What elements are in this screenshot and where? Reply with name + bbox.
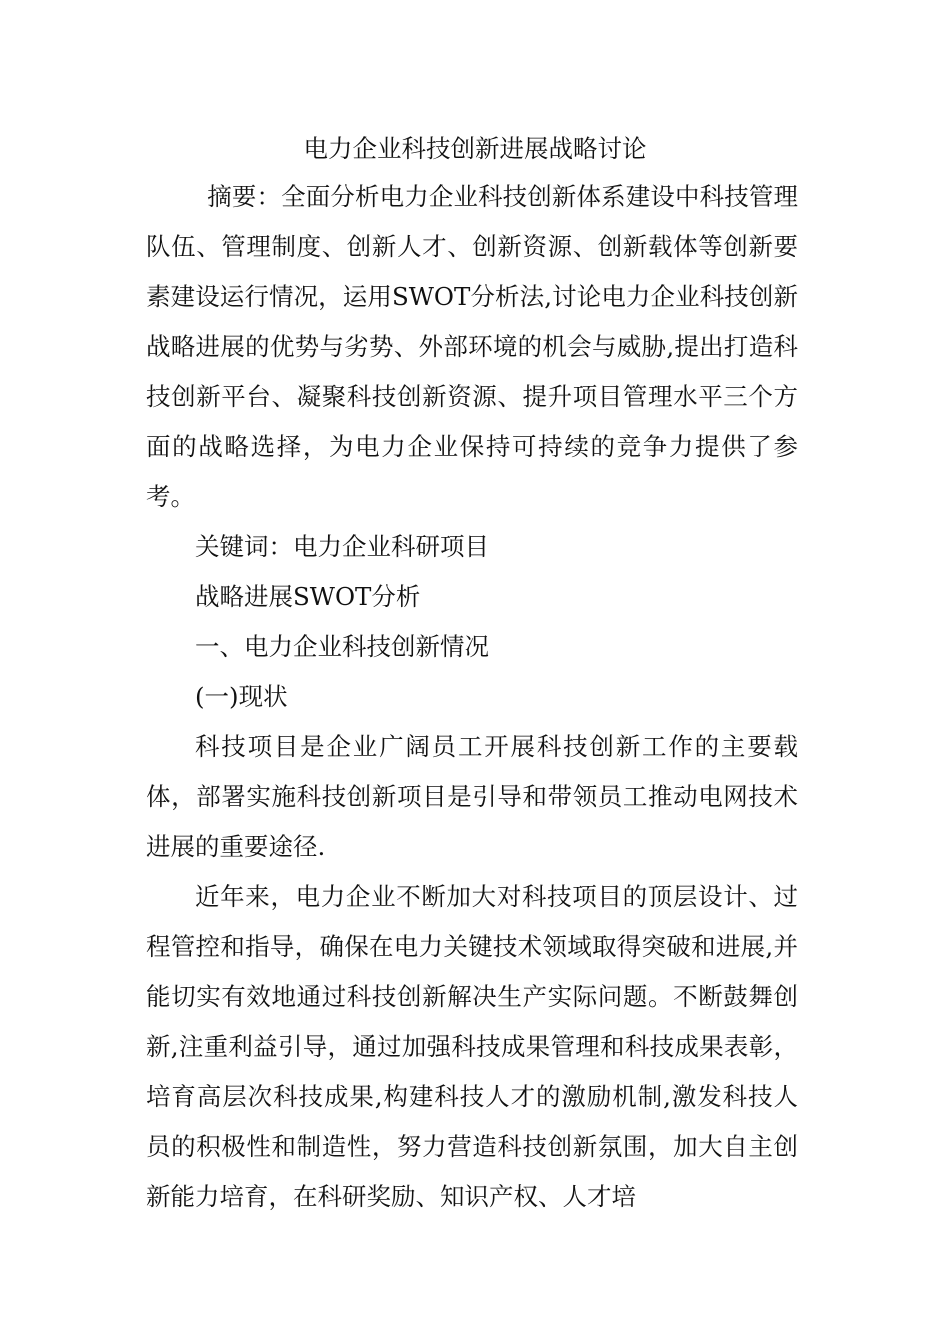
subsection-heading: (一)现状 <box>195 682 288 711</box>
document-body <box>146 130 798 1222</box>
document-title: 电力企业科技创新进展战略讨论 <box>303 134 647 163</box>
keywords-line: 关键词：电力企业科研项目 <box>195 532 489 561</box>
abstract-paragraph: 摘要：全面分析电力企业科技创新体系建设中科技管理队伍、管理制度、创新人才、创新资源、创新载体等创新要素建设运行情况，运用SWOT分析法,讨论电力企业科技创新战略进展的优势与劣势、外部环境的机会与威胁,提出打造科技创新平台、凝聚科技创新资源、提升项目管理水平三个方面的战略选择，为电力企业保持可持续的竞争力提供了参考。 <box>146 182 798 511</box>
keywords-continuation: 战略进展SWOT分析 <box>195 582 421 611</box>
section-heading: 一、电力企业科技创新情况 <box>195 632 489 661</box>
body-paragraph-2: 近年来，电力企业不断加大对科技项目的顶层设计、过程管控和指导，确保在电力关键技术领域取得突破和进展,并能切实有效地通过科技创新解决生产实际问题。不断鼓舞创新,注重利益引导，通过加强科技成果管理和科技成果表彰，培育高层次科技成果,构建科技人才的激励机制,激发科技人员的积极性和制造性，努力营造科技创新氛围，加大自主创新能力培育，在科研奖励、知识产权、人才培 <box>146 882 798 1211</box>
body-paragraph-1: 科技项目是企业广阔员工开展科技创新工作的主要载体，部署实施科技创新项目是引导和带领员工推动电网技术进展的重要途径. <box>146 732 798 861</box>
